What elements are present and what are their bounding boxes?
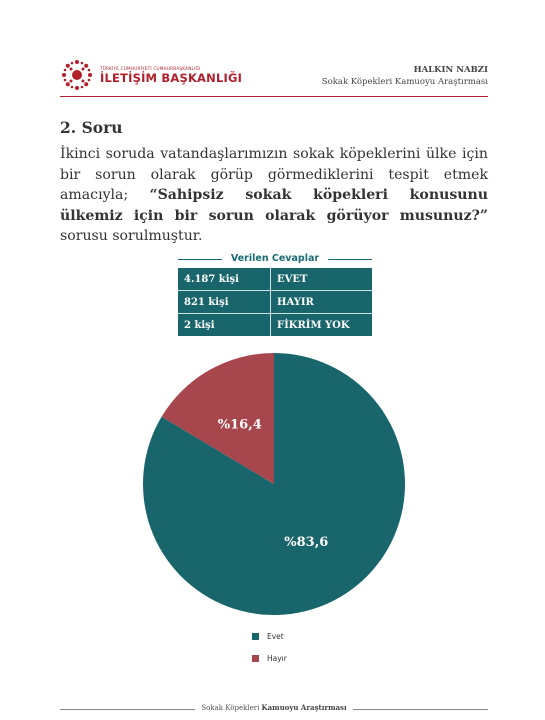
table-row <box>178 314 372 337</box>
header-right <box>322 64 488 88</box>
pie-label-hayır: %16,4 <box>217 417 262 433</box>
footer-text-bold: Kamuoyu Araştırması <box>261 703 347 712</box>
legend-item-hayir <box>252 652 287 664</box>
pie-chart <box>142 352 406 616</box>
question-title: 2. Soru <box>60 118 123 137</box>
header-divider <box>60 96 488 97</box>
emblem-icon <box>60 58 94 92</box>
answer-label: EVET <box>277 273 308 285</box>
chart-legend <box>252 630 287 674</box>
logo-big-text: İLETİŞİM BAŞKANLIĞI <box>100 70 243 85</box>
pie-label-evet: %83,6 <box>284 534 329 550</box>
answers-table-title: Verilen Cevaplar <box>178 252 372 266</box>
table-row <box>178 268 372 291</box>
logo-small-text: TÜRKİYE CUMHURİYETİ CUMHURBAŞKANLIĞI <box>100 65 201 71</box>
table-row <box>178 291 372 314</box>
page-footer <box>60 702 488 716</box>
answer-count: 2 kişi <box>178 314 271 337</box>
legend-label: Evet <box>267 631 284 641</box>
answer-label: HAYIR <box>271 291 373 314</box>
page-header <box>60 52 488 96</box>
question-intro: İkinci soruda vatandaşlarımızın sokak köpeklerini ülke için bir sorun olarak görüp görmediklerini tespit etmek amacıyla; <box>60 146 488 203</box>
logo <box>60 58 242 92</box>
answer-label: FİKRİM YOK <box>271 314 373 337</box>
footer-text <box>60 703 488 712</box>
question-body <box>60 144 488 247</box>
logo-text <box>100 66 242 85</box>
answer-count: 821 kişi <box>178 291 271 314</box>
header-title: HALKIN NABZI <box>413 65 488 75</box>
legend-item-evet <box>252 630 287 642</box>
answers-table <box>178 268 372 336</box>
answer-count: 4.187 kişi <box>178 268 271 291</box>
header-subtitle: Sokak Köpekleri Kamuoyu Araştırması <box>321 77 488 87</box>
legend-swatch <box>252 655 259 662</box>
legend-swatch <box>252 633 259 640</box>
question-quote: “Sahipsiz sokak köpekleri konusunu ülkemiz için bir sorun olarak görüyor musunuz?” <box>60 187 488 224</box>
footer-line-right <box>353 709 488 710</box>
answers-table-block <box>178 252 372 336</box>
footer-text-normal: Sokak Köpekleri <box>201 704 262 712</box>
legend-label: Hayır <box>267 653 287 663</box>
question-outro: sorusu sorulmuştur. <box>60 228 203 244</box>
